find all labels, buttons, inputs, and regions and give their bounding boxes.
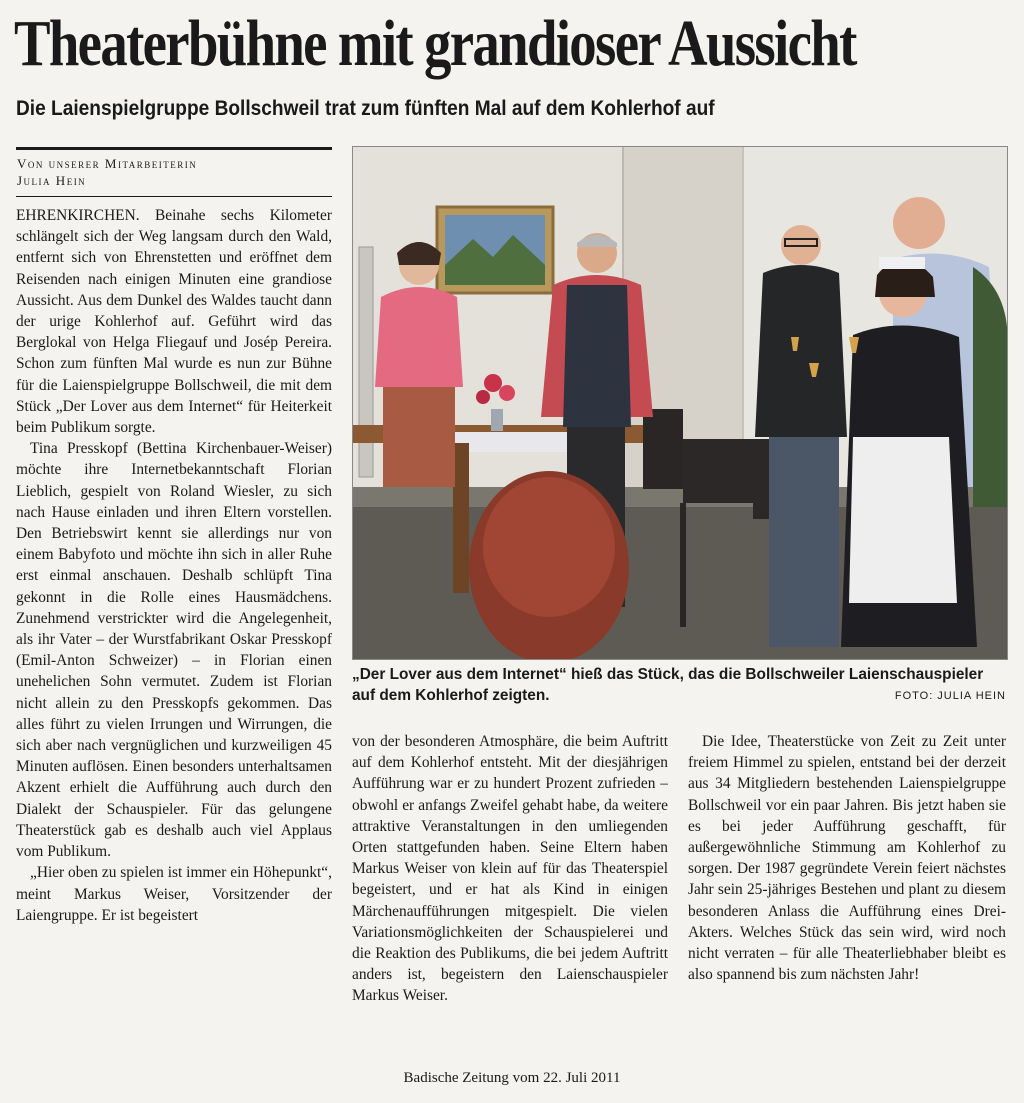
paragraph: EHRENKIRCHEN. Beinahe sechs Kilometer schlängelt sich der Weg langsam durch den Wald, entfernt sich von Ehrenstetten und eröffnet dem Reisenden nach einigen Minuten eine grandiose Aussicht. Aus dem Dunkel des Waldes taucht dann der urige Kohlerhof auf. Geführt wird das Berglokal von Helga Fliegauf und Josép Pereira. Schon zum fünften Mal wurde es nun zur Bühne für die Laienspielgruppe Bollschweil, die mit dem Stück „Der Lover aus dem Internet“ für Heiterkeit beim Publikum sorgte. <box>16 207 332 437</box>
byline <box>16 147 332 197</box>
paragraph: Die Idee, Theaterstücke von Zeit zu Zeit unter freiem Himmel zu spielen, entstand bei der derzeit aus 34 Mitgliedern bestehenden Laienspielgruppe Bollschweil vor ein paar Jahren. Bis jetzt haben sie es bei jeder Aufführung geschafft, für außergewöhnliche Stimmung am Kohlerhof zu sorgen. Der 1987 gegründete Verein feiert nächstes Jahr sein 25-jähriges Bestehen und plant zu diesem besonderen Anlass die Aufführung eines Drei-Akters. Welches Stück das sein wird, wird noch nicht verraten – für alle Theaterliebhaber bleibt es also spannend bis zum nächsten Jahr! <box>688 733 1006 984</box>
article-photo <box>352 146 1008 660</box>
theater-scene-illustration <box>353 147 1007 659</box>
article-column-1 <box>16 205 332 926</box>
source-footer: Badische Zeitung vom 22. Juli 2011 <box>403 1070 621 1086</box>
headline: Theaterbühne mit grandioser Aussicht <box>14 7 856 80</box>
paragraph: von der besonderen Atmosphäre, die beim Auftritt auf dem Kohlerhof entsteht. Mit der diesjährigen Aufführung war er zu hundert Prozent zufrieden – obwohl er anfangs Zweifel gehabt habe, da weitere attraktive Veranstaltungen in den umliegenden Orten stattgefunden haben. Seine Eltern haben Markus Weiser von klein auf für das Theaterspiel begeistert, und er hat als Kind in einigen Märchenaufführungen mitgespielt. Die vielen Variationsmöglichkeiten der Schauspielerei und die Reaktion des Publikums, die bei jedem Auftritt anders ist, begeistern den Laienschauspieler Markus Weiser. <box>352 733 668 1005</box>
byline-author: Julia Hein <box>17 173 87 188</box>
subheadline: Die Laienspielgruppe Bollschweil trat zum fünften Mal auf dem Kohlerhof auf <box>16 97 715 120</box>
article-column-3 <box>688 731 1006 985</box>
photo-credit: FOTO: JULIA HEIN <box>894 690 1006 702</box>
photo-caption: „Der Lover aus dem Internet“ hieß das Stück, das die Bollschweiler Laienschauspieler auf dem Kohlerhof zeigten. <box>352 666 984 704</box>
article-column-2 <box>352 731 668 1007</box>
paragraph: Tina Presskopf (Bettina Kirchenbauer-Weiser) möchte ihre Internetbekanntschaft Florian Lieblich, gespielt von Roland Wiesler, zu sich nach Hause einladen und ihren Eltern vorstellen. Den Betriebswirt kennt sie allerdings nur von einem Babyfoto und möchte ihn sich in aller Ruhe erst einmal anschauen. Deshalb schlüpft Tina gekonnt in die Rolle eines Hausmädchens. Zunehmend verstrickter wird die Angelegenheit, als ihr Vater – der Wurstfabrikant Oskar Presskopf (Emil-Anton Schweizer) – in Florian einen unehelichen Sohn vermutet. Zudem ist Florian nicht allein zu den Presskopfs gekommen. Das alles führt zu vielen Irrungen und Wirrungen, die sich aber nach vergnüglichen und kurzweiligen 45 Minuten auflösen. Einen besonders unterhaltsamen Akzent erhielt die Aufführung auch durch den Dialekt der Schauspieler. Für das gelungene Theaterstück gab es deshalb auch viel Applaus vom Publikum. <box>16 440 332 861</box>
byline-role: Von unserer Mitarbeiterin <box>17 156 198 171</box>
paragraph: „Hier oben zu spielen ist immer ein Höhepunkt“, meint Markus Weiser, Vorsitzender der Laiengruppe. Er ist begeistert <box>16 864 332 924</box>
